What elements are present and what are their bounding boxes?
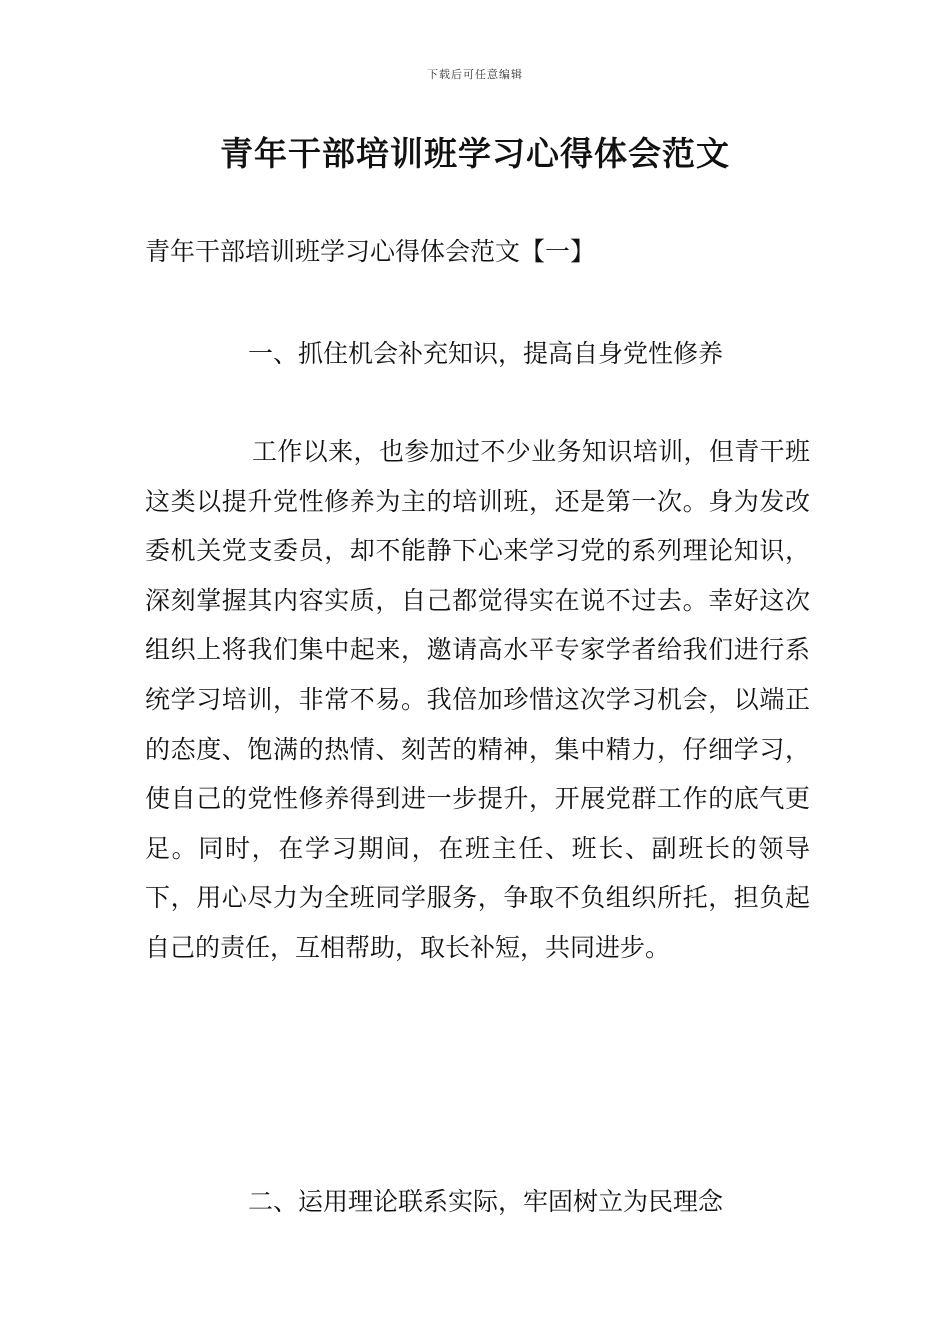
section-heading-1: 一、抓住机会补充知识，提高自身党性修养 <box>248 339 724 368</box>
section-heading-2: 二、运用理论联系实际，牢固树立为民理念 <box>248 1187 724 1216</box>
header-note: 下载后可任意编辑 <box>427 68 523 81</box>
document-title: 青年干部培训班学习心得体会范文 <box>220 134 730 173</box>
section-1-paragraph: 工作以来，也参加过不少业务知识培训，但青干班这类以提升党性修养为主的培训班，还是第一次。身为发改委机关党支委员，却不能静下心来学习党的系列理论知识，深刻掌握其内容实质，自己都觉得实在说不过去。幸好这次组织上将我们集中起来，邀请高水平专家学者给我们进行系统学习培训，非常不易。我倍加珍惜这次学习机会，以端正的态度、饱满的热情、刻苦的精神，集中精力，仔细学习，使自己的党性修养得到进一步提升，开展党群工作的底气更足。同时，在学习期间，在班主任、班长、副班长的领导下，用心尽力为全班同学服务，争取不负组织所托，担负起自己的责任，互相帮助，取长补短，共同进步。 <box>145 437 810 962</box>
document-subtitle: 青年干部培训班学习心得体会范文【一】 <box>145 237 596 266</box>
